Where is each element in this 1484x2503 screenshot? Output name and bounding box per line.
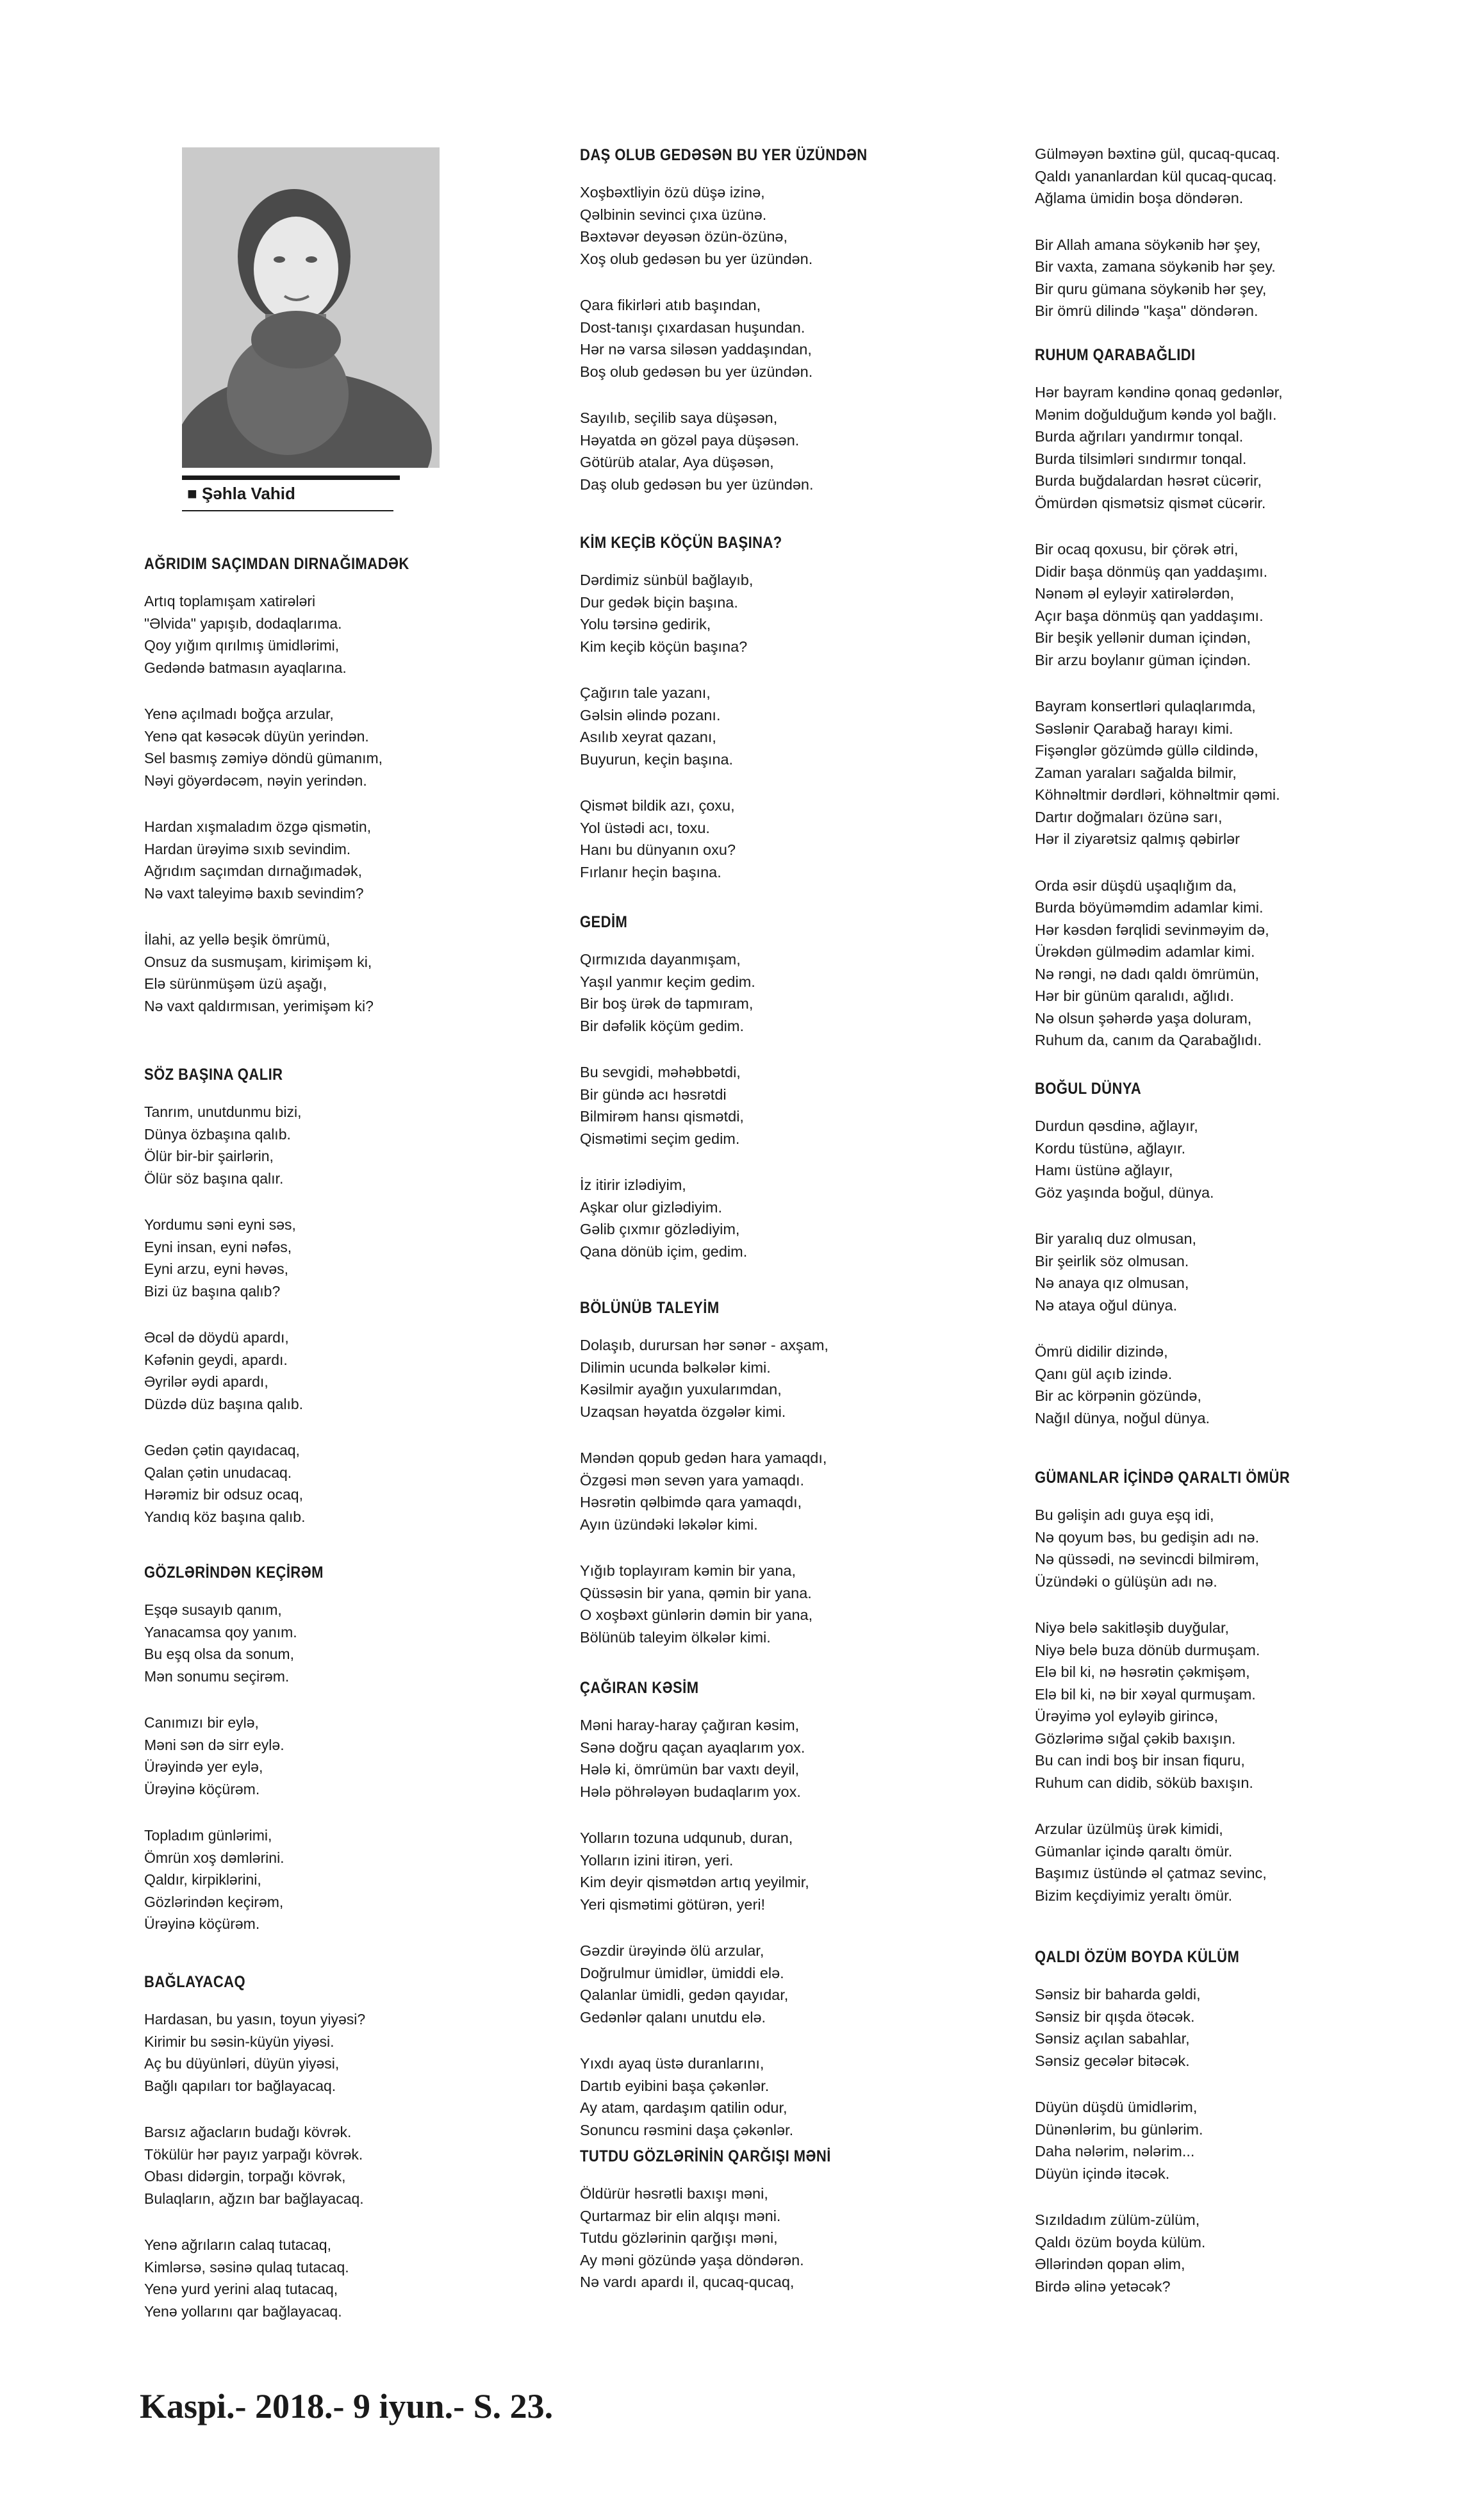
verse-line: Onsuz da susmuşam, kirimişəm ki, [144, 953, 372, 970]
verse-line: Ay məni gözündə yaşa döndərən. [580, 2251, 804, 2268]
verse-line: Ürəyimə yol eyləyib girincə, [1035, 1708, 1219, 1724]
stanza [1035, 2209, 1267, 2297]
stanza [580, 682, 810, 770]
verse-line: Uzaqsan həyatda özgələr kimi. [580, 1403, 786, 1420]
verse-line: Mənim doğulduğum kəndə yol bağlı. [1035, 406, 1277, 423]
square-bullet-icon: ■ [187, 484, 202, 503]
verse-line: Gedən çətin qayıdacaq, [144, 1442, 300, 1458]
verse-line: Dartıb eyibini başa çəkənlər. [580, 2077, 770, 2094]
verse-line: Gümanlar içində qaraltı ömür. [1035, 1842, 1233, 1860]
poem-title: BOĞUL DÜNYA [1035, 1080, 1142, 1098]
verse-line: Bu gəlişin adı guya eşq idi, [1035, 1507, 1214, 1523]
poem [144, 1973, 365, 2347]
verse-line: Obası didərgin, torpağı kövrək, [144, 2168, 346, 2185]
verse-line: Dünya özbaşına qalıb. [144, 1125, 291, 1143]
verse-line: Eyni insan, eyni nəfəs, [144, 1238, 292, 1255]
verse-line: Nə qüssədi, nə sevincdi bilmirəm, [1035, 1551, 1260, 1567]
verse-line: Kəsilmir ayağın yuxularımdan, [580, 1381, 782, 1398]
stanza [144, 1824, 348, 1935]
verse-line: Bir boş ürək də tapmıram, [580, 995, 754, 1012]
verse-line: Hər il ziyarətsiz qalmış qəbirlər [1035, 830, 1240, 847]
verse-line: Kirimir bu səsin-küyün yiyəsi. [144, 2033, 334, 2050]
verse-line: Dost-tanışı çıxardasan huşundan. [580, 318, 805, 336]
verse-line: Niyə belə sakitləşib duyğular, [1035, 1619, 1230, 1636]
verse-line: Dartır doğmaları özünə sarı, [1035, 808, 1223, 825]
verse-line: Hərəmiz bir odsuz ocaq, [144, 1486, 303, 1503]
verse-line: Ömürdən qismətsiz qismət cücərir. [1035, 494, 1266, 511]
verse-line: Aşkar olur gizlədiyim. [580, 1198, 723, 1216]
poem-title: TUTDU GÖZLƏRİNİN QARĞIŞI MƏNİ [580, 2147, 831, 2165]
verse-line: Nəyi göyərdəcəm, nəyin yerindən. [144, 772, 367, 789]
verse-line: Qoy yığım qırılmış ümidlərimi, [144, 637, 340, 654]
verse-line: Eyni arzu, eyni həvəs, [144, 1260, 289, 1277]
verse-line: Kim keçib köçün başına? [580, 638, 748, 655]
verse-line: Yenə yollarını qar bağlayacaq. [144, 2302, 342, 2320]
verse-line: Məndən qopub gedən hara yamaqdı, [580, 1450, 827, 1466]
poem [1035, 1469, 1324, 1931]
verse-line: Əcəl də döydü apardı, [144, 1329, 289, 1346]
verse-line: Düzdə düz başına qalıb. [144, 1395, 304, 1412]
verse-line: Gözlərimə sığal çəkib baxışın. [1035, 1730, 1236, 1747]
verse-line: Bir ac körpənin gözündə, [1035, 1387, 1201, 1404]
verse-line: Bölünüb taleyim ölkələr kimi. [580, 1628, 771, 1646]
stanza [144, 2234, 365, 2322]
verse-line: Bayram konsertləri qulaqlarımda, [1035, 698, 1256, 715]
verse-line: Yol üstədi acı, toxu. [580, 819, 710, 836]
verse-line: Sənə doğru qaçan ayaqlarım yox. [580, 1739, 805, 1756]
stanza [1035, 1617, 1324, 1794]
verse-line: İlahi, az yellə beşik ömrümü, [144, 931, 331, 948]
verse-line: Kim deyir qismətdən artıq yeyilmir, [580, 1874, 809, 1890]
verse-line: Ölür söz başına qalır. [144, 1169, 284, 1187]
verse-line: Bir ömrü dilində "kaşa" döndərən. [1035, 302, 1258, 319]
verse-line: Artıq toplamışam xatirələri [144, 593, 316, 609]
verse-line: Boş olub gedəsən bu yer üzündən. [580, 363, 813, 380]
verse-line: Sənsiz gecələr bitəcək. [1035, 2052, 1190, 2069]
verse-line: Sızıldadım zülüm-zülüm, [1035, 2211, 1200, 2228]
verse-line: Nə rəngi, nə dadı qaldı ömrümün, [1035, 965, 1260, 982]
verse-line: Ürəyinə köçürəm. [144, 1915, 260, 1932]
poem [580, 1299, 829, 1673]
verse-line: Bir ocaq qoxusu, bir çörək ətri, [1035, 541, 1239, 558]
stanza [580, 1714, 809, 1803]
verse-line: Burda böyüməmdim adamlar kimi. [1035, 899, 1264, 916]
verse-line: Elə sürünmüşəm üzü aşağı, [144, 975, 327, 992]
verse-line: Özgəsi mən sevən yara yamaqdı. [580, 1471, 805, 1489]
poem [580, 1679, 809, 2165]
verse-line: Üzündəki o gülüşün adı nə. [1035, 1573, 1217, 1590]
caption-divider [182, 510, 393, 511]
verse-line: Məni haray-haray çağıran kəsim, [580, 1717, 800, 1733]
verse-line: Başımız üstündə əl çatmaz sevinc, [1035, 1865, 1267, 1881]
poem [144, 1564, 348, 1960]
photo-caption [187, 484, 295, 504]
verse-line: Sel basmış zəmiyə döndü gümanım, [144, 750, 383, 766]
verse-line: Hər nə varsa siləsən yaddaşından, [580, 341, 812, 358]
verse-line: Dolaşıb, durursan hər sənər - axşam, [580, 1337, 829, 1353]
verse-line: Bizim keçdiyimiz yeraltı ömür. [1035, 1887, 1233, 1904]
verse-line: Qanı gül açıb izində. [1035, 1365, 1173, 1382]
verse-line: Ağrıdım saçımdan dırnağımadək, [144, 863, 363, 879]
poem-title: BÖLÜNÜB TALEYİM [580, 1299, 720, 1317]
poem-title: SÖZ BAŞINA QALIR [144, 1066, 283, 1084]
stanza [144, 1101, 305, 1189]
poem [1035, 346, 1283, 1076]
verse-line: Ay atam, qardaşım qatilin odur, [580, 2099, 787, 2116]
poem-title: KİM KEÇİB KÖÇÜN BAŞINA? [580, 534, 782, 552]
stanza [144, 1214, 305, 1302]
verse-line: Səslənir Qarabağ harayı kimi. [1035, 720, 1233, 737]
verse-line: Ağlama ümidin boşa döndərən. [1035, 190, 1244, 206]
verse-line: Hamı üstünə ağlayır, [1035, 1162, 1173, 1178]
verse-line: Bu can indi boş bir insan fiquru, [1035, 1752, 1245, 1769]
verse-line: Topladım günlərimi, [144, 1827, 272, 1844]
verse-line: Nə vaxt qaldırmısan, yerimişəm ki? [144, 997, 374, 1014]
verse-line: Kordu tüstünə, ağlayır. [1035, 1139, 1186, 1157]
verse-line: Qaldı özüm boyda külüm. [1035, 2233, 1206, 2251]
verse-line: Xoşbəxtliyin özü düşə izinə, [580, 184, 765, 201]
verse-line: Eşqə susayıb qanım, [144, 1601, 282, 1618]
stanza [580, 795, 810, 883]
stanza [580, 1334, 829, 1423]
stanza [1035, 1228, 1214, 1316]
verse-line: Yenə açılmadı boğça arzular, [144, 706, 334, 722]
stanza [580, 1174, 755, 1262]
verse-line: Bağlı qapıları tor bağlayacaq. [144, 2077, 336, 2094]
verse-line: Qəlbinin sevinci çıxa üzünə. [580, 206, 767, 223]
poem [144, 555, 445, 1041]
stanza [580, 1447, 829, 1535]
stanza [144, 1326, 305, 1415]
stanza [1035, 1504, 1324, 1592]
verse-line: Didir başa dönmüş qan yaddaşımı. [1035, 563, 1268, 580]
verse-line: Bir yaralıq duz olmusan, [1035, 1230, 1197, 1247]
verse-line: Sayılıb, seçilib saya düşəsən, [580, 409, 778, 426]
verse-line: Dərdimiz sünbül bağlayıb, [580, 572, 754, 588]
verse-line: Həyatda ən gözəl paya düşəsən. [580, 431, 800, 449]
verse-line: Yenə qat kəsəcək düyün yerindən. [144, 727, 369, 745]
stanza [144, 1439, 305, 1528]
stanza [580, 407, 907, 495]
stanza [1035, 381, 1283, 514]
verse-line: Nağıl dünya, noğul dünya. [1035, 1409, 1210, 1426]
verse-line: Qalan çətin unudacaq. [144, 1464, 292, 1481]
verse-line: Ömrün xoş dəmlərini. [144, 1849, 284, 1866]
verse-line: Qırmızıda dayanmışam, [580, 951, 741, 968]
verse-line: Yolu tərsinə gedirik, [580, 616, 711, 632]
verse-line: Tanrım, unutdunmu bizi, [144, 1103, 302, 1120]
poem-title: GÜMANLAR İÇİNDƏ QARALTI ÖMÜR [1035, 1469, 1290, 1487]
verse-line: Gəzdir ürəyində ölü arzular, [580, 1942, 764, 1959]
verse-line: Gözlərindən keçirəm, [144, 1893, 284, 1910]
verse-line: Yıxdı ayaq üstə duranlarını, [580, 2055, 764, 2072]
verse-line: Düyün içində itəcək. [1035, 2165, 1170, 2182]
poem-title: ÇAĞIRAN KƏSİM [580, 1679, 699, 1697]
verse-line: Doğrulmur ümidlər, ümiddi elə. [580, 1964, 784, 1981]
stanza [580, 569, 810, 657]
verse-line: Qüssəsin bir yana, qəmin bir yana. [580, 1584, 812, 1601]
poem-title: RUHUM QARABAĞLIDI [1035, 346, 1196, 364]
verse-line: Nə vardı apardı il, qucaq-qucaq, [580, 2274, 795, 2290]
stanza [580, 2183, 865, 2293]
verse-line: Bir dəfəlik köçüm gedim. [580, 1017, 744, 1034]
stanza [1035, 875, 1283, 1052]
verse-line: Götürüb atalar, Aya düşəsən, [580, 454, 774, 470]
stanza [144, 590, 445, 679]
verse-line: Buyurun, keçin başına. [580, 750, 734, 768]
poem-title: BAĞLAYACAQ [144, 1973, 246, 1991]
poem [580, 2147, 865, 2318]
verse-line: Ruhum da, canım da Qarabağlıdı. [1035, 1032, 1262, 1048]
poem-title: QALDI ÖZÜM BOYDA KÜLÜM [1035, 1948, 1240, 1966]
verse-line: Arzular üzülmüş ürək kimidi, [1035, 1821, 1223, 1837]
stanza [580, 181, 907, 270]
verse-line: Yenə ağrıların calaq tutacaq, [144, 2236, 331, 2253]
poem-title: DAŞ OLUB GEDƏSƏN BU YER ÜZÜNDƏN [580, 146, 868, 164]
verse-line: Hər bayram kəndinə qonaq gedənlər, [1035, 384, 1283, 401]
verse-line: Tutdu gözlərinin qarğışı məni, [580, 2229, 778, 2246]
stanza [144, 816, 445, 904]
verse-line: Yanacamsa qoy yanım. [144, 1623, 297, 1640]
verse-line: Gəlsin əlində pozanı. [580, 706, 721, 723]
verse-line: Qismət bildik azı, çoxu, [580, 797, 735, 814]
verse-line: Daş olub gedəsən bu yer üzündən. [580, 475, 814, 493]
verse-line: Yordumu səni eyni səs, [144, 1216, 296, 1233]
verse-line: Bir beşik yellənir duman içindən, [1035, 629, 1251, 646]
verse-line: Nə anaya qız olmusan, [1035, 1275, 1189, 1291]
verse-line: Göz yaşında boğul, dünya. [1035, 1184, 1214, 1201]
verse-line: Əllərindən qopan əlim, [1035, 2256, 1185, 2272]
verse-line: Dünənlərim, bu günlərim. [1035, 2120, 1203, 2138]
verse-line: Durdun qəsdinə, ağlayır, [1035, 1118, 1198, 1134]
verse-line: Daha nələrim, nələrim... [1035, 2143, 1195, 2160]
verse-line: Orda əsir düşdü uşaqlığım da, [1035, 877, 1237, 894]
stanza [1035, 1341, 1214, 1429]
stanza [1035, 2096, 1267, 2185]
verse-line: Zaman yaraları sağalda bilmir, [1035, 764, 1237, 781]
stanza [580, 2053, 809, 2141]
stanza [580, 1560, 829, 1648]
verse-line: Yığıb toplayıram kəmin bir yana, [580, 1562, 796, 1579]
verse-line: İz itirir izlədiyim, [580, 1177, 686, 1193]
verse-line: Bir quru gümana söykənib hər şey, [1035, 280, 1267, 297]
verse-line: Sənsiz açılan sabahlar, [1035, 2030, 1190, 2047]
stanza [1035, 695, 1283, 850]
verse-line: Ürəkdən gülmədim adamlar kimi. [1035, 943, 1255, 960]
verse-line: Dilimin ucunda bəlkələr kimi. [580, 1359, 771, 1376]
verse-line: Dur gedək biçin başına. [580, 593, 738, 611]
poem [580, 146, 907, 520]
stanza [1035, 143, 1280, 210]
verse-line: Ürəyinə köçürəm. [144, 1780, 260, 1797]
verse-line: Hardasan, bu yasın, toyun yiyəsi? [144, 2011, 366, 2028]
verse-line: Yandıq köz başına qalıb. [144, 1508, 306, 1525]
poem [580, 534, 810, 907]
verse-line: Tökülür hər payız yarpağı kövrək. [144, 2145, 363, 2163]
verse-line: Açır başa dönmüş qan yaddaşımı. [1035, 607, 1264, 624]
verse-line: Gedənlər qalanı unutdu elə. [580, 2008, 766, 2026]
author-name: Şəhla Vahid [201, 484, 295, 503]
verse-line: Qana dönüb içim, gedim. [580, 1243, 748, 1260]
verse-line: Ruhum can didib, söküb baxışın. [1035, 1774, 1253, 1791]
poem-title: GEDİM [580, 913, 628, 931]
verse-line: Qaldır, kirpiklərini, [144, 1871, 261, 1888]
verse-line: Burda tilsimləri sındırmır tonqal. [1035, 450, 1247, 467]
verse-line: Hardan xışmaladım özgə qismətin, [144, 818, 372, 835]
verse-line: Gedəndə batmasın ayaqlarına. [144, 659, 347, 676]
stanza [580, 948, 755, 1037]
verse-line: Bu sevgidi, məhəbbətdi, [580, 1064, 741, 1080]
verse-line: Fişənglər gözümdə güllə cildində, [1035, 742, 1258, 759]
poem [144, 1066, 305, 1552]
verse-line: Gəlib çıxmır gözlədiyim, [580, 1221, 740, 1237]
verse-line: Aç bu düyünləri, düyün yiyəsi, [144, 2055, 340, 2072]
poem [1035, 143, 1280, 347]
verse-line: Hələ pöhrələyən budaqlarım yox. [580, 1783, 801, 1800]
stanza [1035, 538, 1283, 671]
verse-line: Asılıb xeyrat qazanı, [580, 729, 716, 745]
caption-bar [182, 475, 400, 480]
author-photo [182, 147, 440, 468]
verse-line: "Əlvida" yapışıb, dodaqlarıma. [144, 615, 342, 632]
stanza [580, 294, 907, 383]
stanza [1035, 1818, 1324, 1906]
verse-line: Nənəm əl eyləyir xatirələrdən, [1035, 585, 1234, 602]
verse-line: Bilmirəm hansı qismətdi, [580, 1108, 744, 1125]
stanza [144, 2008, 365, 2097]
verse-line: Bizi üz başına qalıb? [144, 1282, 281, 1300]
verse-line: Bir vaxta, zamana söykənib hər şey. [1035, 258, 1276, 275]
verse-line: Yaşıl yanmır keçim gedim. [580, 973, 755, 990]
verse-line: Düyün düşdü ümidlərim, [1035, 2099, 1198, 2115]
verse-line: Hardan ürəyimə sıxıb sevindim. [144, 840, 351, 857]
stanza [580, 1827, 809, 1915]
verse-line: Bu eşq olsa da sonum, [144, 1646, 294, 1662]
verse-line: Nə vaxt taleyimə baxıb sevindim? [144, 884, 364, 902]
verse-line: Yolların izini itirən, yeri. [580, 1851, 734, 1869]
verse-line: Yeri qismətimi götürən, yeri! [580, 1896, 766, 1913]
verse-line: Burda ağrıları yandırmır tonqal. [1035, 428, 1244, 445]
verse-line: Yenə yurd yerini alaq tutacaq, [144, 2281, 338, 2297]
verse-line: Hər kəsdən fərqlidi sevinməyim də, [1035, 921, 1269, 938]
verse-line: Yolların tozuna udqunub, duran, [580, 1830, 793, 1846]
verse-line: Hanı bu dünyanın oxu? [580, 841, 736, 858]
verse-line: Ürəyində yer eylə, [144, 1758, 263, 1775]
verse-line: Elə bil ki, nə həsrətin çəkmişəm, [1035, 1664, 1250, 1680]
verse-line: Xoş olub gedəsən bu yer üzündən. [580, 250, 813, 267]
verse-line: Canımızı bir eylə, [144, 1714, 259, 1731]
verse-line: Qaldı yananlardan kül qucaq-qucaq. [1035, 167, 1277, 185]
verse-line: Qalanlar ümidli, gedən qayıdar, [580, 1987, 789, 2003]
verse-line: Gülməyən bəxtinə gül, qucaq-qucaq. [1035, 145, 1280, 162]
verse-line: Qismətimi seçim gedim. [580, 1130, 740, 1147]
verse-line: Bulaqların, ağzın bar bağlayacaq. [144, 2190, 364, 2207]
verse-line: Bir şeirlik söz olmusan. [1035, 1252, 1189, 1269]
verse-line: Fırlanır heçin başına. [580, 863, 721, 880]
verse-line: Sonuncu rəsmini daşa çəkənlər. [580, 2121, 794, 2138]
poem-title: GÖZLƏRİNDƏN KEÇİRƏM [144, 1564, 324, 1582]
poem [580, 913, 755, 1287]
poem [1035, 1080, 1214, 1453]
verse-line: Nə olsun şəhərdə yaşa doluram, [1035, 1009, 1252, 1027]
verse-line: Kəfənin geydi, apardı. [144, 1351, 288, 1368]
verse-line: Barsız ağacların budağı kövrək. [144, 2124, 352, 2140]
stanza [1035, 1983, 1267, 2072]
verse-line: O xoşbəxt günlərin dəmin bir yana, [580, 1607, 813, 1623]
stanza [144, 1599, 348, 1687]
author-portrait-image [182, 147, 440, 468]
verse-line: Burda buğdalardan həsrət cücərir, [1035, 472, 1262, 489]
verse-line: Həsrətin qəlbimdə qara yamaqdı, [580, 1494, 802, 1510]
stanza [144, 929, 445, 1017]
verse-line: Əyrilər əydi apardı, [144, 1373, 268, 1390]
stanza [144, 1712, 348, 1800]
verse-line: Kimlərsə, səsinə qulaq tutacaq. [144, 2258, 349, 2276]
verse-line: Ömrü didilir dizində, [1035, 1343, 1168, 1360]
verse-line: Hələ ki, ömrümün bar vaxtı deyil, [580, 1761, 800, 1778]
verse-line: Sənsiz bir qışda ötəcək. [1035, 2008, 1195, 2025]
stanza [580, 1061, 755, 1150]
poem-title: AĞRIDIM SAÇIMDAN DIRNAĞIMADƏK [144, 555, 409, 573]
verse-line: Qurtarmaz bir elin alqışı məni. [580, 2207, 781, 2224]
verse-line: Bir Allah amana söykənib hər şey, [1035, 236, 1261, 253]
verse-line: Ölür bir-bir şairlərin, [144, 1148, 274, 1164]
source-citation: Kaspi.- 2018.- 9 iyun.- S. 23. [140, 2387, 554, 2425]
verse-line: Qara fikirləri atıb başından, [580, 297, 761, 313]
stanza [144, 2121, 365, 2210]
verse-line: Öldürür həsrətli baxışı məni, [580, 2185, 768, 2202]
stanza [1035, 1115, 1214, 1203]
verse-line: Bəxtəvər deyəsən özün-özünə, [580, 228, 787, 245]
verse-line: Nə ataya oğul dünya. [1035, 1296, 1178, 1314]
stanza [144, 703, 445, 791]
stanza [580, 1940, 809, 2028]
verse-line: Mən sonumu seçirəm. [144, 1667, 290, 1685]
poem [1035, 1948, 1267, 2322]
verse-line: Sənsiz bir baharda gəldi, [1035, 1986, 1201, 2003]
verse-line: Bir arzu boylanır güman içindən. [1035, 651, 1251, 668]
verse-line: Ayın üzündəki ləkələr kimi. [580, 1516, 758, 1533]
verse-line: Çağırın tale yazanı, [580, 684, 711, 701]
stanza [1035, 234, 1280, 322]
verse-line: Hər bir günüm qaralıdı, ağlıdı. [1035, 987, 1234, 1004]
verse-line: Birdə əlinə yetəcək? [1035, 2277, 1171, 2295]
verse-line: Köhnəltmir dərdləri, köhnəltmir qəmi. [1035, 786, 1280, 803]
verse-line: Nə qoyum bəs, bu gedişin adı nə. [1035, 1528, 1260, 1546]
verse-line: Bir gündə acı həsrətdi [580, 1086, 727, 1103]
verse-line: Elə bil ki, nə bir xəyal qurmuşam. [1035, 1685, 1256, 1703]
verse-line: Məni sən də sirr eylə. [144, 1736, 284, 1753]
verse-line: Niyə belə buza dönüb durmuşam. [1035, 1641, 1260, 1658]
